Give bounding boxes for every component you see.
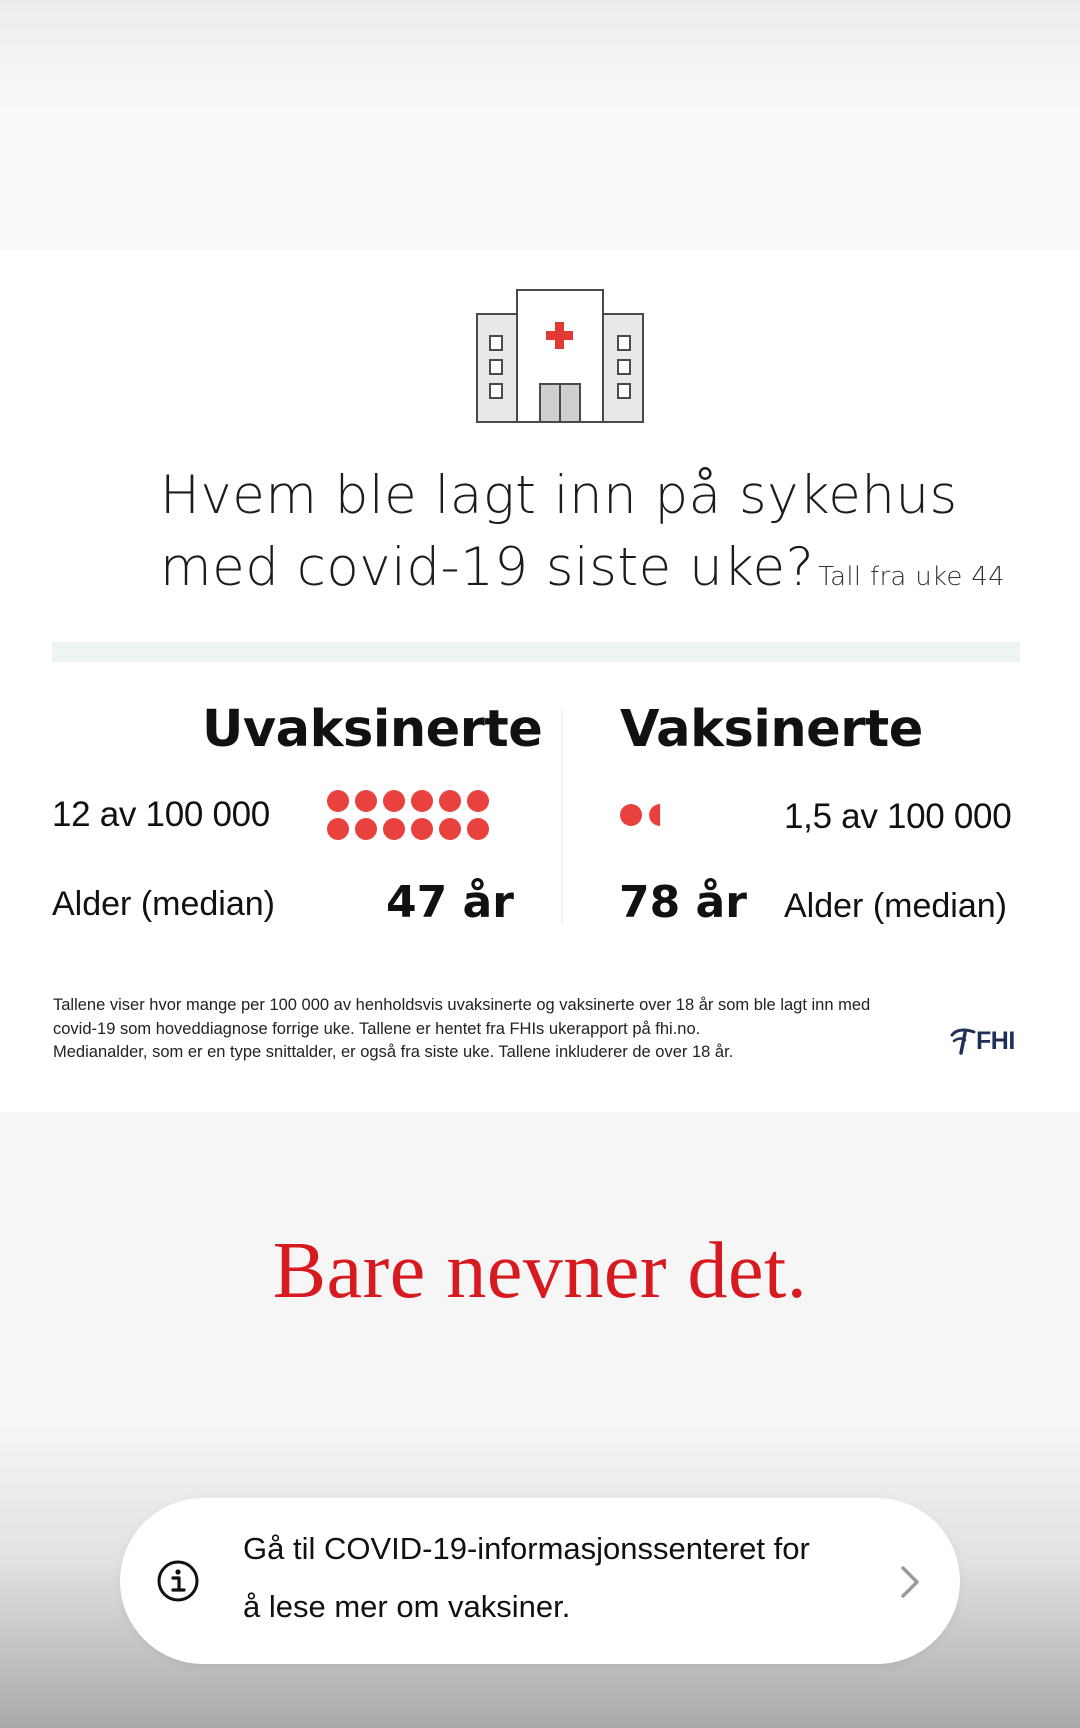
column-divider xyxy=(561,710,563,925)
unvaccinated-rate: 12 av 100 000 xyxy=(52,795,270,834)
title-line-1: Hvem ble lagt inn på sykehus xyxy=(160,465,958,526)
unvaccinated-age-label: Alder (median) xyxy=(52,885,275,923)
covid-info-banner[interactable] xyxy=(120,1498,960,1664)
vaccinated-heading: Vaksinerte xyxy=(620,700,923,759)
footnote-line-3: Medianalder, som er en type snittalder, er også fra siste uke. Tallene inkluderer de over 18 år. xyxy=(53,1043,734,1061)
info-banner-line-1: Gå til COVID-19-informasjonssenteret for xyxy=(243,1531,810,1566)
unvaccinated-dot xyxy=(383,790,405,812)
footnote-line-1: Tallene viser hvor mange per 100 000 av henholdsvis uvaksinerte og vaksinerte over 18 år som ble lagt inn med xyxy=(53,996,871,1014)
footnote-line-2: covid-19 som hoveddiagnose forrige uke. Tallene er hentet fra FHIs ukerapport på fhi.no. xyxy=(53,1019,701,1038)
title-line-2-text: med covid-19 siste uke? xyxy=(160,537,815,598)
divider-bar xyxy=(52,642,1020,662)
fhi-logo-mark-icon xyxy=(950,1027,976,1055)
unvaccinated-dot xyxy=(411,790,433,812)
unvaccinated-dot xyxy=(327,818,349,840)
title-line-2 xyxy=(160,532,1020,613)
unvaccinated-median-age: 47 år xyxy=(386,877,514,928)
unvaccinated-dot xyxy=(467,818,489,840)
unvaccinated-dots xyxy=(326,789,494,845)
slogan: Bare nevner det. xyxy=(272,1227,808,1315)
info-banner-line-2: å lese mer om vaksiner. xyxy=(243,1589,571,1624)
hospital-icon xyxy=(476,288,644,424)
fhi-logo-text: FHI xyxy=(976,1026,1015,1055)
unvaccinated-dot xyxy=(355,790,377,812)
vaccinated-rate: 1,5 av 100 000 xyxy=(784,797,1012,836)
vaccinated-median-age: 78 år xyxy=(619,877,747,928)
unvaccinated-dot xyxy=(327,790,349,812)
infographic-card xyxy=(0,250,1080,1112)
fhi-logo xyxy=(950,1026,1015,1056)
footnote xyxy=(53,994,933,1065)
unvaccinated-dot xyxy=(439,818,461,840)
top-blank-area xyxy=(0,0,1080,250)
chevron-right-icon xyxy=(898,1564,922,1600)
vaccinated-age-label: Alder (median) xyxy=(784,887,1007,925)
card-title xyxy=(160,460,1020,613)
week-note: Tall fra uke 44 xyxy=(818,562,1005,592)
unvaccinated-dot xyxy=(355,818,377,840)
unvaccinated-heading: Uvaksinerte xyxy=(202,700,543,759)
info-circle-icon xyxy=(156,1559,200,1603)
info-banner-text xyxy=(243,1520,843,1636)
vaccinated-dot xyxy=(620,804,642,826)
unvaccinated-dot xyxy=(411,818,433,840)
unvaccinated-dot xyxy=(439,790,461,812)
unvaccinated-dot xyxy=(383,818,405,840)
vaccinated-dots xyxy=(619,803,675,831)
vaccinated-partial-dot xyxy=(649,804,660,826)
unvaccinated-dot xyxy=(467,790,489,812)
